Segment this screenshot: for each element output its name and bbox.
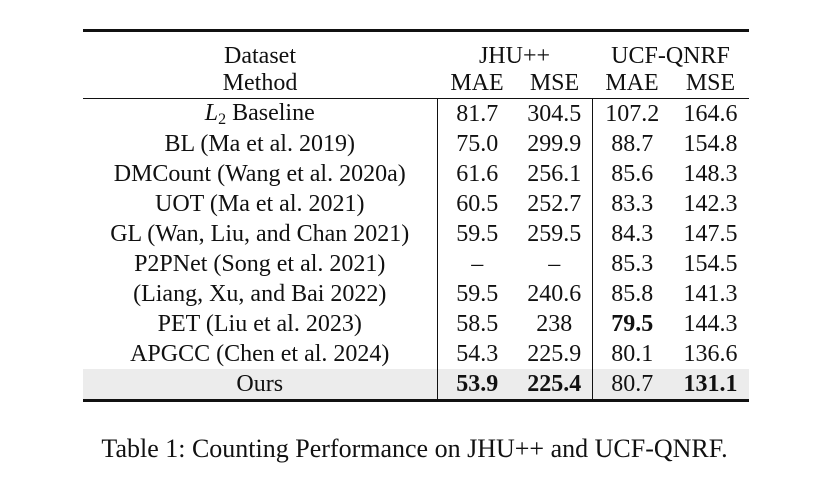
jhu-mae-cell: 59.5	[437, 279, 517, 309]
table-row	[83, 309, 749, 339]
ucf-mse-cell: 148.3	[683, 161, 738, 187]
ucf-mse-cell: 141.3	[683, 281, 738, 307]
jhu-mae-cell: 81.7	[437, 99, 517, 130]
header-ucf-mae: MAE	[605, 70, 659, 96]
ucf-mae-cell: 107.2	[592, 99, 672, 130]
ucf-mae-cell: 84.3	[592, 219, 672, 249]
jhu-mse-cell: 304.5	[517, 99, 592, 130]
ucf-mse-cell: 144.3	[683, 311, 738, 337]
table-row-ours	[83, 369, 749, 401]
table-row	[83, 339, 749, 369]
method-cell	[83, 99, 437, 130]
method-suffix: Baseline	[226, 99, 315, 126]
header-jhu-mae: MAE	[450, 70, 504, 96]
jhu-mse-cell: 240.6	[527, 281, 582, 307]
method-cell: BL (Ma et al. 2019)	[164, 131, 355, 157]
ucf-mae-cell: 85.3	[592, 249, 672, 279]
results-table-container	[83, 29, 749, 402]
ucf-mae-cell: 85.6	[592, 159, 672, 189]
table-row	[83, 249, 749, 279]
ucf-mse-cell: 154.8	[683, 131, 738, 157]
ucf-mae-cell: 80.1	[592, 339, 672, 369]
jhu-mae-cell: 60.5	[437, 189, 517, 219]
method-cell: Ours	[83, 369, 437, 401]
jhu-mae-cell: 75.0	[437, 129, 517, 159]
jhu-mse-cell: 238	[536, 311, 573, 337]
jhu-mse-cell: 299.9	[527, 131, 582, 157]
jhu-mae-cell: –	[437, 249, 517, 279]
jhu-mae-cell: 59.5	[437, 219, 517, 249]
method-cell: UOT (Ma et al. 2021)	[154, 191, 365, 217]
ucf-mse-cell: 154.5	[683, 251, 738, 277]
table-row	[83, 189, 749, 219]
jhu-mse-cell: 252.7	[527, 191, 582, 217]
header-jhu: JHU++	[437, 31, 592, 69]
ucf-mse-cell: 142.3	[683, 191, 738, 217]
header-row-metrics	[83, 68, 749, 99]
header-dataset: Dataset	[83, 31, 437, 69]
table-row-baseline	[83, 99, 749, 130]
ucf-mae-cell: 88.7	[592, 129, 672, 159]
jhu-mae-cell: 61.6	[437, 159, 517, 189]
header-method: Method	[222, 70, 298, 96]
table-row	[83, 219, 749, 249]
jhu-mse-cell-best: 225.4	[517, 369, 592, 401]
ucf-mse-cell: 136.6	[683, 341, 738, 367]
table-row	[83, 279, 749, 309]
ucf-mae-cell: 80.7	[592, 369, 672, 401]
header-ucf: UCF-QNRF	[592, 31, 749, 69]
method-symbol: L	[204, 99, 219, 126]
jhu-mae-cell: 58.5	[437, 309, 517, 339]
jhu-mae-cell-best: 53.9	[437, 369, 517, 401]
ucf-mae-cell: 85.8	[592, 279, 672, 309]
table-row	[83, 159, 749, 189]
ucf-mse-cell: 147.5	[683, 221, 738, 247]
ucf-mae-cell: 83.3	[592, 189, 672, 219]
method-cell: DMCount (Wang et al. 2020a)	[113, 161, 406, 187]
ucf-mse-cell: 164.6	[672, 99, 749, 130]
table-row	[83, 129, 749, 159]
jhu-mse-cell: 259.5	[527, 221, 582, 247]
header-row-datasets	[83, 31, 749, 69]
method-cell: (Liang, Xu, and Bai 2022)	[133, 281, 387, 307]
ucf-mae-cell-best: 79.5	[592, 309, 672, 339]
method-cell: PET (Liu et al. 2023)	[157, 311, 362, 337]
jhu-mae-cell: 54.3	[437, 339, 517, 369]
results-table	[83, 29, 749, 402]
table-caption: Table 1: Counting Performance on JHU++ and UCF-QNRF.	[101, 434, 728, 463]
jhu-mse-cell: 225.9	[527, 341, 582, 367]
method-cell: P2PNet (Song et al. 2021)	[134, 251, 386, 277]
method-cell: APGCC (Chen et al. 2024)	[130, 341, 390, 367]
ucf-mse-cell-best: 131.1	[672, 369, 749, 401]
method-cell: GL (Wan, Liu, and Chan 2021)	[110, 221, 410, 247]
jhu-mse-cell: 256.1	[527, 161, 582, 187]
method-subscript: 2	[218, 110, 227, 128]
header-ucf-mse: MSE	[685, 70, 736, 96]
header-jhu-mse: MSE	[529, 70, 580, 96]
jhu-mse-cell: –	[548, 251, 561, 277]
